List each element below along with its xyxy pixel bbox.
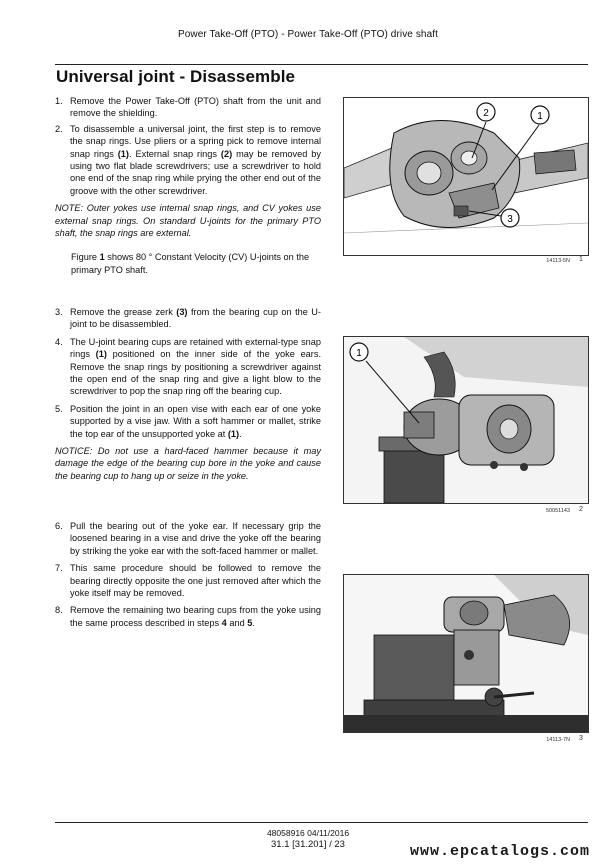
text-block-1 bbox=[55, 95, 321, 276]
figure-1 bbox=[343, 97, 589, 256]
step-6: 6. Pull the bearing out of the yoke ear. If necessary grip the loosened bearing in a vise and drive the yoke off the bearing by striking the yoke ear with the soft-faced hammer or mallet. bbox=[55, 521, 321, 556]
svg-text:2: 2 bbox=[483, 108, 489, 119]
figure-3-illustration bbox=[344, 575, 588, 732]
figure-1-number: 1 bbox=[579, 256, 583, 263]
step-2: 2. To disassemble a universal joint, the first step is to remove the snap rings. Use pliers or a spring pick to remove internal snap rings (1). External snap rings (2) may be removed by using two flat blade screwdrivers; use a screwdriver to hold one end of the snap ring while prying the other end out of the groove with the other screwdriver. bbox=[55, 123, 321, 196]
section-title: Universal joint - Disassemble bbox=[56, 67, 296, 86]
footer-rule bbox=[55, 822, 588, 823]
page-number: 31.1 [31.201] / 23 bbox=[271, 839, 345, 850]
svg-text:1: 1 bbox=[537, 111, 543, 122]
note: NOTE: Outer yokes use internal snap rings, and CV yokes use external snap rings. On standard U-joints for the primary PTO shaft, the snap rings are external. bbox=[55, 203, 321, 239]
figure-3-caption: 14113-7N bbox=[546, 737, 570, 743]
step-5: 5. Position the joint in an open vise with each ear of one yoke supported by a vise jaw. With a soft hammer or mallet, strike the top ear of the unsupported yoke at (1). bbox=[55, 403, 321, 439]
figure-2-caption: 50051143 bbox=[545, 508, 570, 514]
document-reference: 48058916 04/11/2016 bbox=[266, 828, 350, 838]
figure-3-number: 3 bbox=[579, 735, 583, 742]
step-3: 3. Remove the grease zerk (3) from the bearing cup on the U-joint to be disassembled. bbox=[55, 307, 321, 330]
header-rule bbox=[55, 64, 588, 65]
figure-1-caption: 14113-5N bbox=[546, 258, 570, 264]
text-block-3 bbox=[55, 520, 321, 629]
svg-text:3: 3 bbox=[507, 214, 513, 225]
step-4: 4. The U-joint bearing cups are retained with external-type snap rings (1) positioned on the inner side of the yoke ears. Remove the snap rings by positioning a screwdriver against the open end of the snap ring and give a light blow to the screwdriver to pop the snap ring off the bearing cup. bbox=[55, 336, 321, 397]
figure-1-illustration bbox=[344, 98, 588, 255]
step-8: 8. Remove the remaining two bearing cups from the yoke using the same process described in steps 4 and 5. bbox=[55, 605, 321, 628]
figure-2-number: 2 bbox=[579, 506, 583, 513]
text-block-2 bbox=[55, 306, 321, 482]
figure-2 bbox=[343, 336, 589, 504]
step-1: 1. Remove the Power Take-Off (PTO) shaft from the unit and remove the shielding. bbox=[55, 96, 321, 119]
figure-2-illustration bbox=[344, 337, 588, 503]
step-7: 7. This same procedure should be followed to remove the bearing directly opposite the one just removed after which the yoke itself may be removed. bbox=[55, 563, 321, 599]
notice: NOTICE: Do not use a hard-faced hammer because it may damage the edge of the bearing cup bore in the yoke and cause the bearing cup to hang up or seize in the yoke. bbox=[55, 446, 321, 481]
svg-text:1: 1 bbox=[356, 348, 362, 359]
figure-3 bbox=[343, 574, 589, 733]
watermark: www.epcatalogs.com bbox=[410, 843, 591, 860]
figure-reference-paragraph: Figure 1 shows 80 ° Constant Velocity (CV) U-joints on the primary PTO shaft. bbox=[71, 252, 310, 275]
running-head: Power Take-Off (PTO) - Power Take-Off (PTO) drive shaft bbox=[177, 29, 439, 40]
